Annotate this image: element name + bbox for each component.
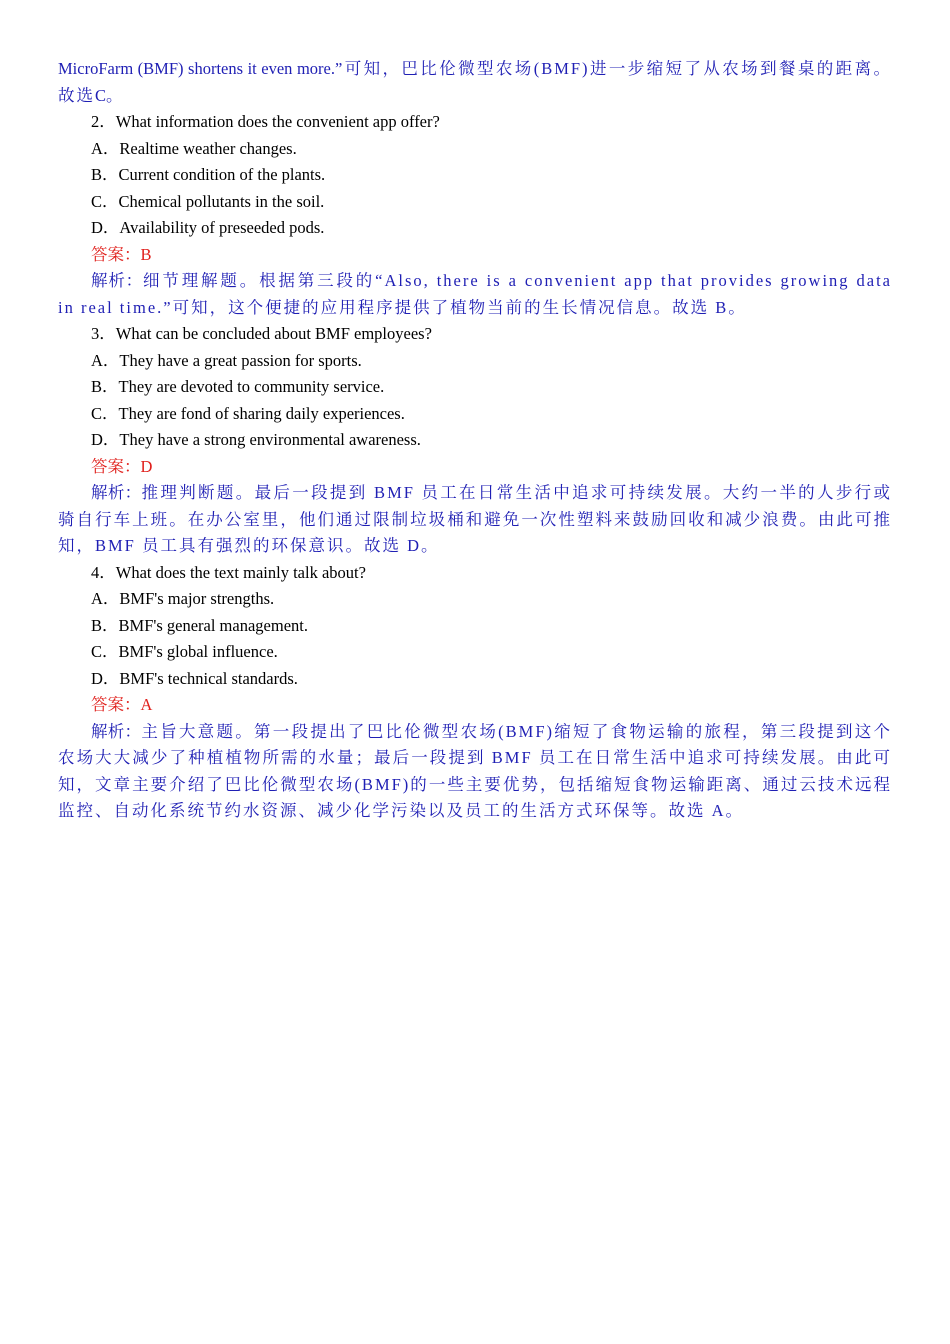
option-c — [58, 189, 892, 216]
option-letter: D． — [91, 218, 120, 237]
answer-line — [58, 454, 892, 481]
option-text: They have a great passion for sports. — [119, 350, 362, 370]
analysis-text: 主旨大意题。第一段提出了巴比伦微型农场(BMF)缩短了食物运输的旅程，第三段提到这个农场大大减少了种植植物所需的水量；最后一段提到 BMF 员工在日常生活中追求可持续发展。由此可知，文章主要介绍了巴比伦微型农场(BMF)的一些主要优势，包括缩短食物运输距离、通过云技术远程监控、自动化系统节约水资源、减少化学污染以及员工的生活方式环保等。故选 A。 — [58, 721, 893, 820]
option-letter: A． — [91, 350, 120, 370]
option-text: BMF's global influence. — [118, 642, 278, 661]
analysis-paragraph — [58, 480, 892, 560]
analysis-paragraph — [58, 268, 892, 321]
answer-value: A — [140, 695, 153, 714]
analysis-text: 推理判断题。最后一段提到 BMF 员工在日常生活中追求可持续发展。大约一半的人步行或骑自行车上班。在办公室里，他们通过限制垃圾桶和避免一次性塑料来鼓励回收和减少浪费。由此可推知，BMF 员工具有强烈的环保意识。故选 D。 — [58, 483, 893, 555]
option-text: Realtime weather changes. — [119, 138, 297, 158]
option-letter: D． — [91, 668, 120, 688]
analysis-paragraph — [58, 719, 892, 825]
question-number: 2． — [91, 112, 116, 131]
option-text: They are devoted to community service. — [118, 377, 385, 396]
intro-tail: C。 — [95, 85, 123, 105]
option-text: Chemical pollutants in the soil. — [118, 191, 325, 211]
question-stem — [58, 321, 892, 348]
answer-line — [58, 242, 892, 269]
option-a — [58, 136, 892, 163]
option-text: They have a strong environmental awareness. — [119, 430, 421, 449]
analysis-label: 解析： — [91, 721, 142, 741]
question-text: What can be concluded about BMF employees? — [115, 324, 432, 343]
answer-value: D — [140, 456, 153, 476]
question-number: 3． — [91, 324, 116, 343]
option-b — [58, 162, 892, 189]
question-stem — [58, 109, 892, 136]
analysis-label: 解析： — [91, 483, 142, 502]
option-letter: B． — [91, 377, 119, 396]
question-3 — [58, 321, 892, 560]
analysis-label: 解析： — [91, 271, 144, 290]
option-c — [58, 639, 892, 666]
document-content — [58, 56, 892, 825]
option-c — [58, 401, 892, 428]
question-number: 4． — [91, 562, 116, 582]
answer-label: 答案： — [91, 244, 141, 264]
option-b — [58, 374, 892, 401]
option-letter: A． — [91, 138, 120, 158]
answer-label: 答案： — [91, 456, 141, 476]
question-text: What information does the convenient app offer? — [115, 112, 440, 131]
option-text: Availability of preseeded pods. — [119, 218, 325, 237]
option-text: Current condition of the plants. — [118, 165, 326, 184]
option-text: They are fond of sharing daily experiences. — [118, 403, 405, 423]
option-text: BMF's major strengths. — [119, 589, 275, 608]
option-letter: C． — [91, 403, 119, 423]
intro-chinese: ”可知，巴比伦微型农场(BMF)进一步缩短了从农场到餐桌的距离。故选 — [58, 59, 892, 105]
option-letter: C． — [91, 642, 119, 661]
analysis-text: 细节理解题。根据第三段的“Also, there is a convenient app that provides growing data in real time.”可知，这个便捷的应用程序提供了植物当前的生长情况信息。故选 B。 — [58, 271, 892, 317]
option-letter: B． — [91, 615, 119, 635]
intro-paragraph — [58, 56, 892, 109]
option-a — [58, 586, 892, 613]
question-text: What does the text mainly talk about? — [115, 562, 366, 582]
option-d — [58, 215, 892, 242]
answer-label: 答案： — [91, 695, 141, 714]
answer-line — [58, 692, 892, 719]
question-2 — [58, 109, 892, 321]
option-letter: C． — [91, 191, 119, 211]
option-b — [58, 613, 892, 640]
option-text: BMF's general management. — [118, 615, 308, 635]
option-letter: B． — [91, 165, 119, 184]
question-4 — [58, 560, 892, 825]
option-d — [58, 427, 892, 454]
option-text: BMF's technical standards. — [119, 668, 298, 688]
intro-english: MicroFarm (BMF) shortens it even more. — [58, 59, 335, 78]
option-letter: D． — [91, 430, 120, 449]
option-a — [58, 348, 892, 375]
question-stem — [58, 560, 892, 587]
option-d — [58, 666, 892, 693]
answer-value: B — [140, 244, 152, 264]
option-letter: A． — [91, 589, 120, 608]
